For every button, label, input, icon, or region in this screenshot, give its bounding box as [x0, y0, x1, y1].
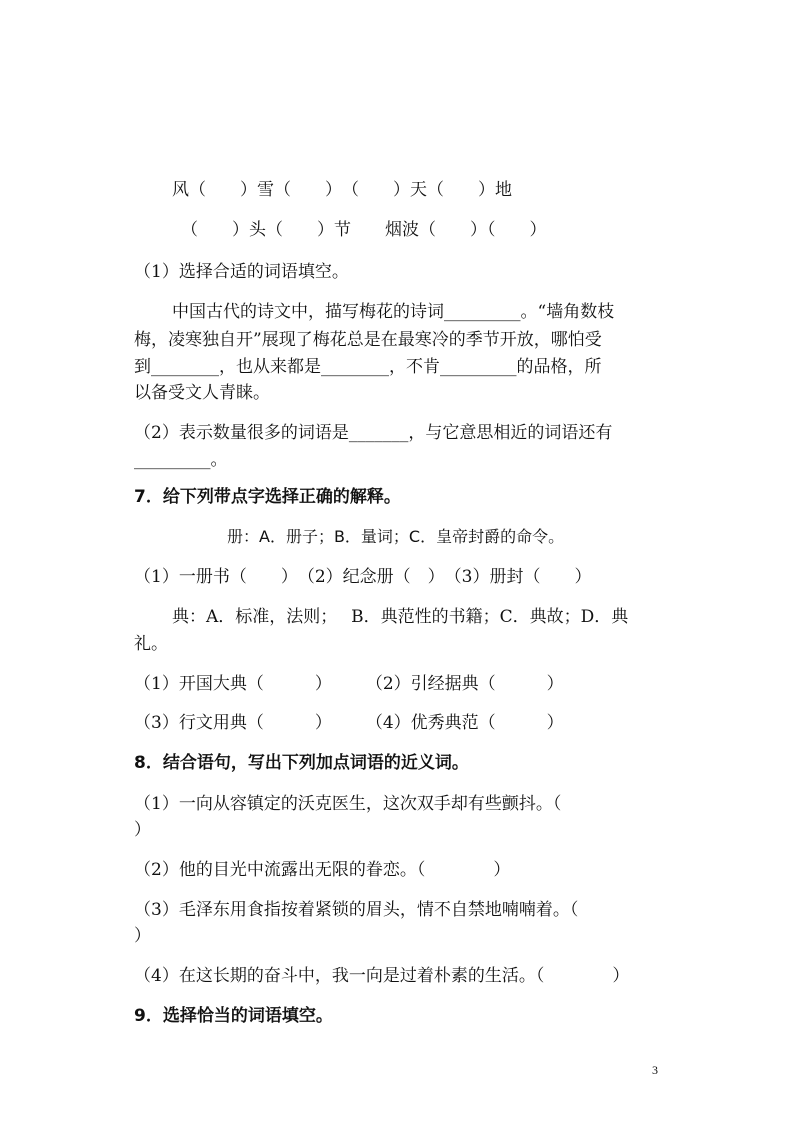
- question-2-line-1: （2）表示数量很多的词语是_______，与它意思相近的词语还有: [134, 423, 613, 443]
- section-8-item-3-line-1: （3）毛泽东用食指按着紧锁的眉头，情不自禁地喃喃着。（: [134, 900, 579, 920]
- word-fill-row-1: 风（ ）雪（ ） （ ）天（ ）地: [172, 180, 512, 200]
- section-7-dian-definitions-line-2: 礼。: [134, 634, 168, 654]
- section-7-dian-row-1: （1）开国大典（ ） （2）引经据典（ ）: [134, 674, 564, 694]
- page-number: 3: [652, 1063, 658, 1077]
- paragraph-1-line-3: 到________，也从来都是________，不肯_________的品格，所: [134, 357, 602, 377]
- section-7-ce-definitions: 册：A．册子；B．量词；C．皇帝封爵的命令。: [227, 527, 565, 546]
- section-7-title: 7．给下列带点字选择正确的解释。: [134, 487, 401, 507]
- section-8-item-2: （2）他的目光中流露出无限的眷恋。（ ）: [134, 860, 511, 880]
- section-9-title: 9．选择恰当的词语填空。: [134, 1006, 333, 1026]
- section-8-item-4: （4）在这长期的奋斗中，我一向是过着朴素的生活。（ ）: [134, 966, 630, 986]
- question-1-label: （1）选择合适的词语填空。: [134, 262, 349, 282]
- section-8-item-3-line-2: ）: [134, 926, 151, 946]
- word-fill-row-2: （ ）头（ ）节 烟波（ ）（ ）: [181, 220, 547, 240]
- section-7-dian-row-2: （3）行文用典（ ） （4）优秀典范（ ）: [134, 713, 564, 733]
- section-7-dian-definitions-line-1: 典：A．标准，法则； B．典范性的书籍；C．典故；D．典: [172, 607, 629, 627]
- paragraph-1-line-2: 梅，凌寒独自开”展现了梅花总是在最寒冷的季节开放，哪怕受: [134, 330, 602, 350]
- section-8-item-1-line-1: （1）一向从容镇定的沃克医生，这次双手却有些颤抖。（: [134, 794, 562, 814]
- paragraph-1-line-1: 中国古代的诗文中，描写梅花的诗词_________。“墙角数枝: [172, 302, 615, 322]
- section-8-title: 8．结合语句，写出下列加点词语的近义词。: [134, 753, 469, 773]
- section-8-item-1-line-2: ）: [134, 820, 151, 840]
- paragraph-1-line-4: 以备受文人青睐。: [134, 383, 270, 403]
- section-7-ce-items: （1）一册书（ ） （2）纪念册（ ） （3）册封（ ）: [134, 567, 592, 587]
- question-2-line-2: _________。: [134, 450, 228, 470]
